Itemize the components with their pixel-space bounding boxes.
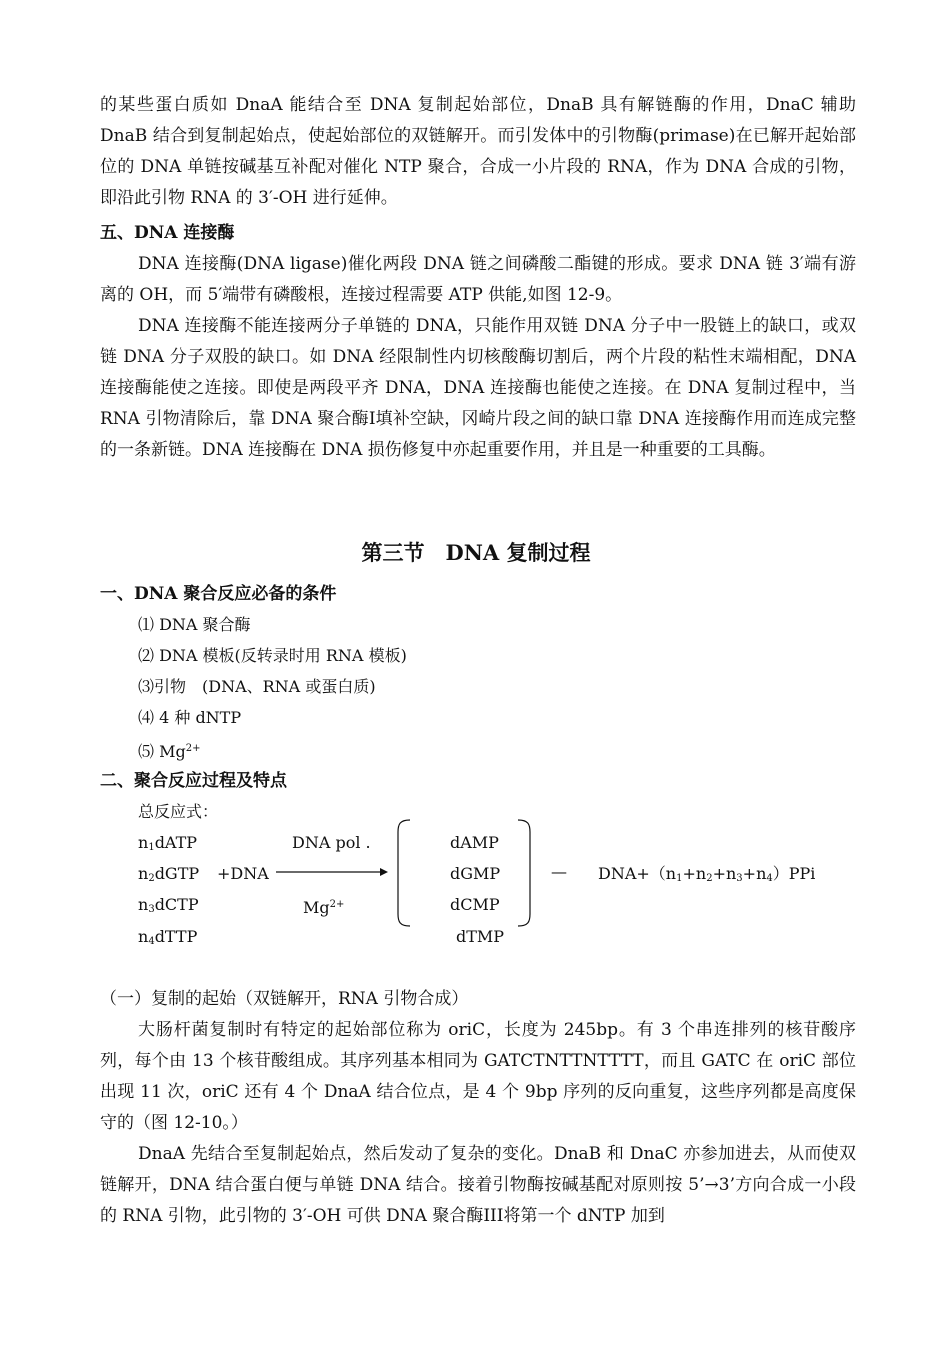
paragraph-ligase-details: DNA 连接酶不能连接两分子单链的 DNA，只能作用双链 DNA 分子中一股链上的缺口，或双链 DNA 分子双股的缺口。如 DNA 经限制性内切核酸酶切割后，两个片段的粘性末端相配，DNA 连接酶能使之连接。即使是两段平齐 DNA，DNA 连接酶也能使之连接。在 DNA 复制过程中，当 RNA 引物清除后，靠 DNA 聚合酶Ⅰ填补空缺，冈崎片段之间的缺口靠 DNA 连接酶作用而连成完整的一条新链。DNA 连接酶在 DNA 损伤修复中亦起重要作用，并且是一种重要的工具酶。	[100, 316, 856, 460]
reactant-dctp: $n_3dCTP$	[138, 895, 199, 915]
equation-dash: —	[551, 862, 567, 881]
reactant-datp: $n_1dATP$	[138, 833, 198, 853]
condition-item: ⑵ DNA 模板(反转录时用 RNA 模板)	[138, 646, 407, 665]
enzyme-label: DNA pol .	[292, 833, 371, 852]
product-dtmp: dTMP	[456, 927, 505, 946]
heading-dna-ligase: 五、DNA 连接酶	[100, 223, 235, 243]
product-damp: dAMP	[450, 833, 499, 852]
condition-item: ⑴ DNA 聚合酶	[138, 615, 251, 634]
product-dcmp: dCMP	[450, 895, 500, 914]
paragraph-oric: 大肠杆菌复制时有特定的起始部位称为 oriC，长度为 245bp。有 3 个串连排列的核苷酸序列，每个由 13 个核苷酸组成。其序列基本相同为 GATCTNTTNTTTT，而且 GATC 在 oriC 部位出现 11 次，oriC 还有 4 个 DnaA 结合位点，是 4 个 9bp 序列的反向重复，这些序列都是高度保守的（图 12-10。）	[100, 1020, 856, 1133]
paragraph-dnaa: DnaA 先结合至复制起始点，然后发动了复杂的变化。DnaB 和 DnaC 亦参加进去，从而使双链解开，DNA 结合蛋白便与单链 DNA 结合。接着引物酶按碱基配对原则按 5’→3’方向合成一小段的 RNA 引物，此引物的 3′-OH 可供 DNA 聚合酶III将第一个 dNTP 加到	[100, 1144, 856, 1226]
condition-item: ⑶引物 (DNA、RNA 或蛋白质)	[138, 677, 376, 696]
paragraph-ligase-function: DNA 连接酶(DNA ligase)催化两段 DNA 链之间磷酸二酯键的形成。要求 DNA 链 3′端有游离的 OH，而 5′端带有磷酸根，连接过程需要 ATP 供能,如图 12-9。	[100, 254, 856, 305]
heading-conditions: 一、DNA 聚合反应必备的条件	[100, 584, 337, 604]
reactant-dttp: $n_4dTTP$	[138, 927, 198, 947]
total-reaction-label: 总反应式：	[138, 802, 219, 821]
heading-polymerization: 二、聚合反应过程及特点	[100, 771, 287, 791]
section-title: 第三节 DNA 复制过程	[361, 540, 591, 565]
reaction-result: $DNA+(n_1+n_2+n_3+n_4)PPi$	[598, 864, 816, 884]
condition-item: ⑸ $Mg^{2+}$	[138, 742, 201, 761]
plus-dna: +DNA	[217, 864, 269, 883]
product-dgmp: dGMP	[450, 864, 501, 883]
subheading-initiation: （一）复制的起始（双链解开，RNA 引物合成）	[100, 989, 469, 1009]
reaction-arrow	[276, 866, 388, 878]
condition-item: ⑷ 4 种 dNTP	[138, 708, 242, 727]
paragraph-primase: 的某些蛋白质如 DnaA 能结合至 DNA 复制起始部位，DnaB 具有解链酶的作用，DnaC 辅助 DnaB 结合到复制起始点，使起始部位的双链解开。而引发体中的引物酶(primase)在已解开起始部位的 DNA 单链按碱基互补配对催化 NTP 聚合，合成一小片段的 RNA，作为 DNA 合成的引物，即沿此引物 RNA 的 3′-OH 进行延伸。	[100, 95, 856, 208]
reactant-dgtp: $n_2dGTP$	[138, 864, 200, 884]
cofactor-label: $Mg^{2+}$	[303, 898, 345, 917]
